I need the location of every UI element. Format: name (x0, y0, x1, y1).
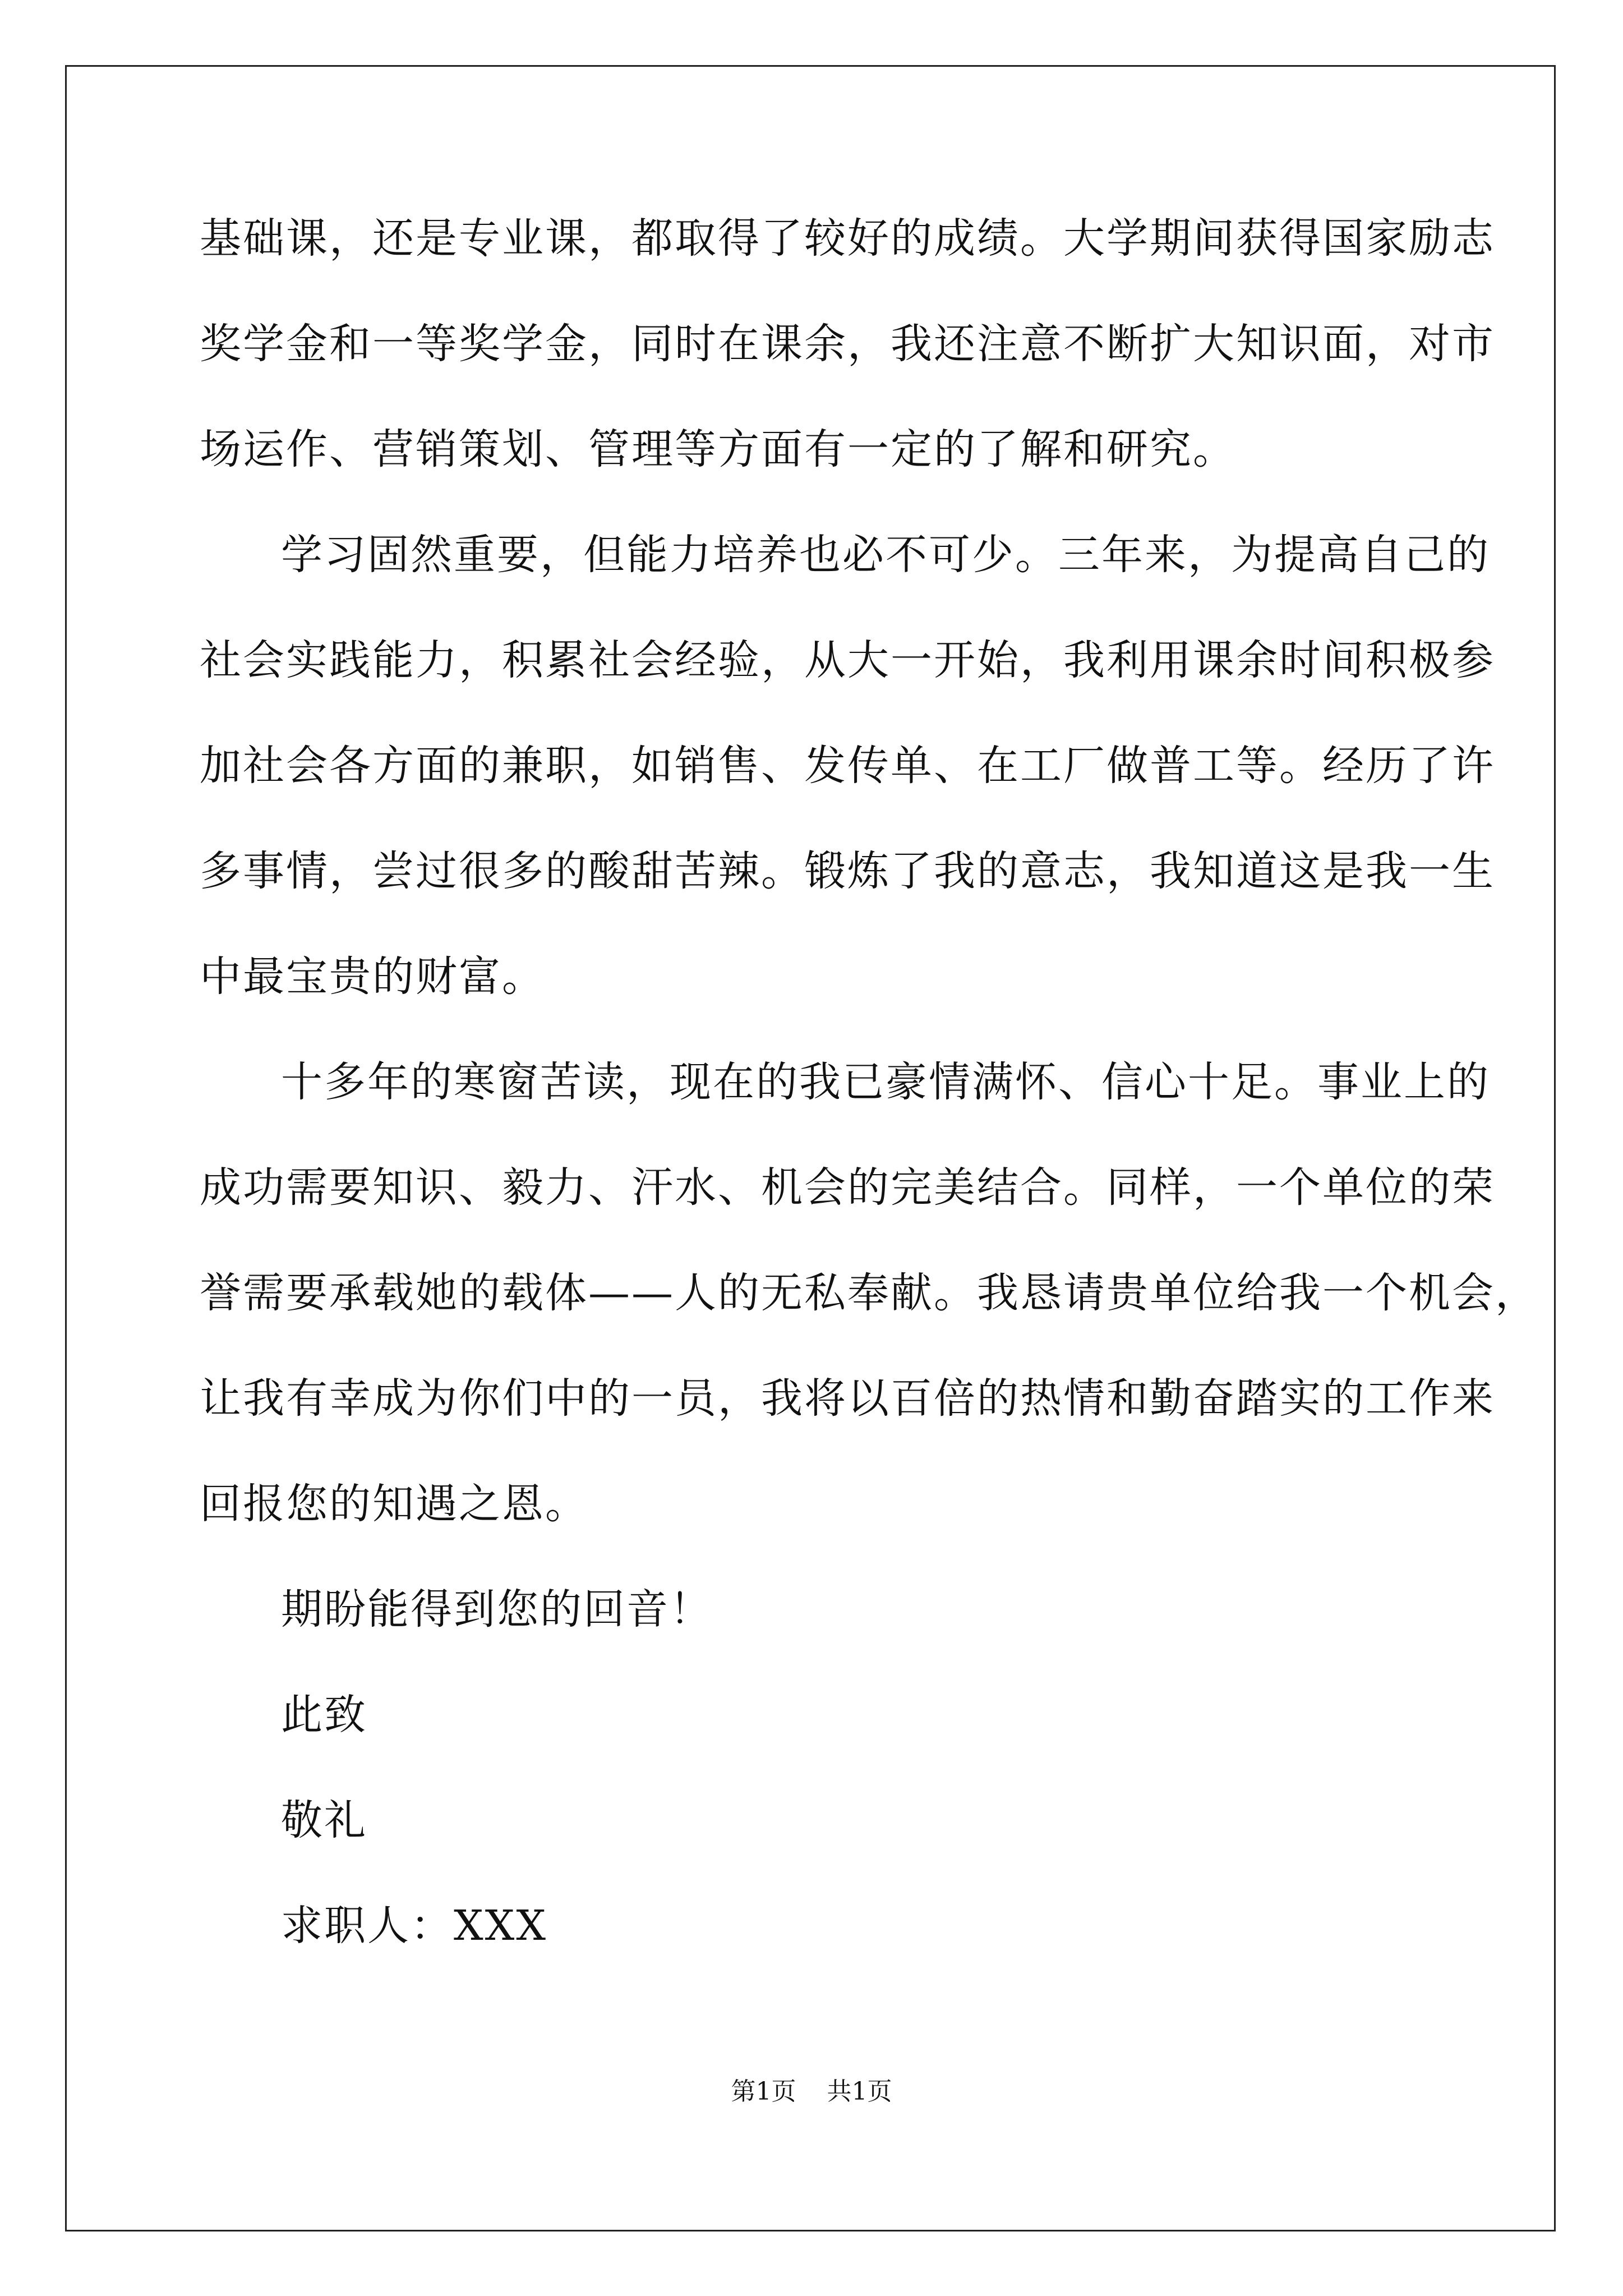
paragraph-1-line-3: 场运作、营销策划、管理等方面有一定的了解和研究。 (200, 425, 1236, 473)
paragraph-3-line-4: 让我有幸成为你们中的一员，我将以百倍的热情和勤奋踏实的工作来 (200, 1374, 1495, 1423)
paragraph-1-line-1: 基础课，还是专业课，都取得了较好的成绩。大学期间获得国家励志 (200, 214, 1495, 263)
salutation-jingli: 敬礼 (281, 1796, 367, 1844)
signature: 求职人：XXX (281, 1902, 548, 1950)
paragraph-1-line-2: 奖学金和一等奖学金，同时在课余，我还注意不断扩大知识面，对市 (200, 320, 1495, 368)
page-number-total: 共1页 (827, 2077, 892, 2106)
paragraph-3-line-5: 回报您的知遇之恩。 (200, 1480, 588, 1528)
paragraph-3-line-1: 十多年的寒窗苦读，现在的我已豪情满怀、信心十足。事业上的 (281, 1058, 1490, 1106)
page-number-current: 第1页 (731, 2077, 796, 2106)
paragraph-2-line-5: 中最宝贵的财富。 (200, 953, 545, 1001)
paragraph-2-line-4: 多事情，尝过很多的酸甜苦辣。锻炼了我的意志，我知道这是我一生 (200, 847, 1495, 895)
paragraph-2-line-1: 学习固然重要，但能力培养也必不可少。三年来，为提高自己的 (281, 531, 1490, 579)
closing-hope: 期盼能得到您的回音！ (281, 1585, 713, 1634)
paragraph-3-line-2: 成功需要知识、毅力、汗水、机会的完美结合。同样，一个单位的荣 (200, 1163, 1495, 1212)
paragraph-2-line-3: 加社会各方面的兼职，如销售、发传单、在工厂做普工等。经历了许 (200, 742, 1495, 790)
paragraph-3-line-3: 誉需要承载她的载体——人的无私奉献。我恳请贵单位给我一个机会， (200, 1269, 1538, 1317)
page-footer (0, 2079, 1623, 2104)
paragraph-2-line-2: 社会实践能力，积累社会经验，从大一开始，我利用课余时间积极参 (200, 636, 1495, 684)
salutation-cizhi: 此致 (281, 1691, 367, 1739)
